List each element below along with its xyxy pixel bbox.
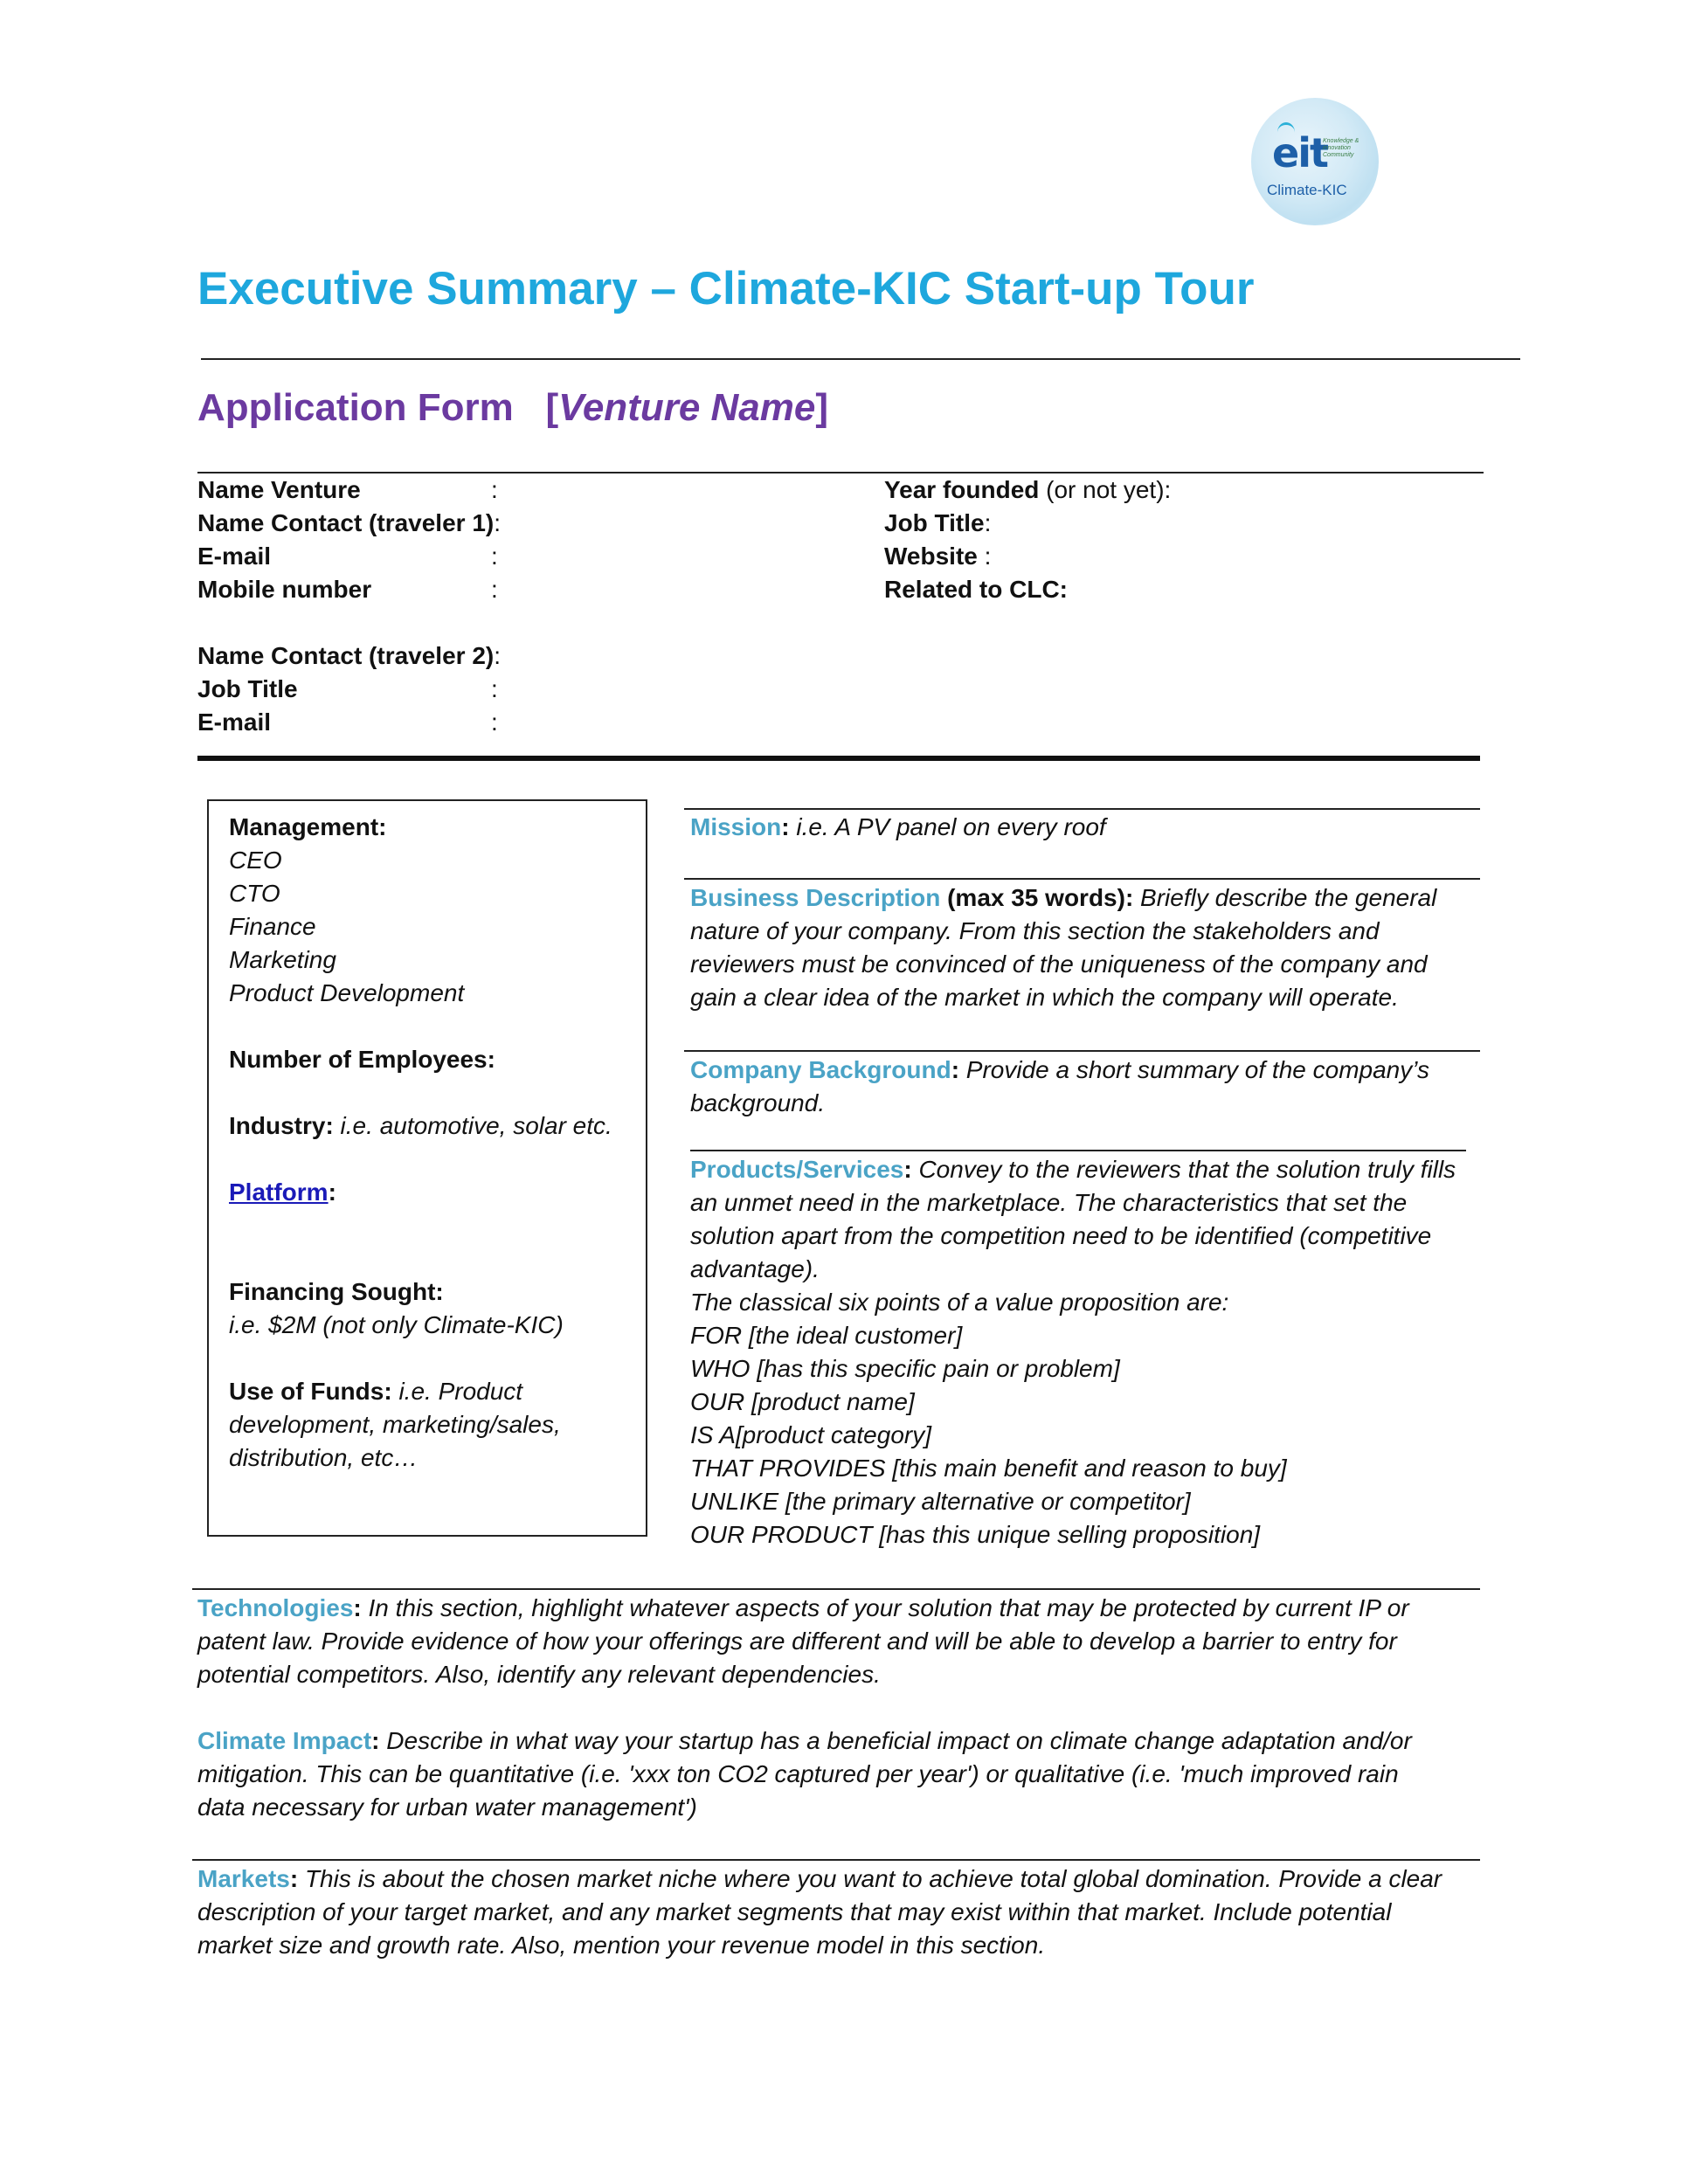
markets-section: Markets: This is about the chosen market niche where you want to achieve total global domination. Provide a clear description of your target market, and any market segments that may exist within that market. Include potential market size and growth rate. Also, mention your revenue model in this section. [197,1865,1442,1959]
fields-top-divider [197,472,1484,473]
company-background-section: Company Background: Provide a short summary of the company’s background. [690,1056,1429,1116]
role-finance: Finance [229,913,316,940]
field-name-contact-1: Name Contact (traveler 1): [197,509,502,536]
field-colon: : [491,543,498,570]
field-colon: : [491,675,498,702]
mission-divider [684,808,1480,810]
financing-label: Financing Sought: [229,1278,444,1305]
mission-section: Mission: i.e. A PV panel on every roof [690,813,1106,840]
field-colon: : [491,708,498,736]
field-website: Website : [884,543,992,570]
field-name-venture: Name Venture [197,476,361,503]
field-year-founded: Year founded (or not yet): [884,476,1172,503]
bracket-open: [ [545,386,559,429]
role-marketing: Marketing [229,946,336,973]
background-divider [684,1050,1480,1052]
bracket-close: ] [815,386,829,429]
form-subtitle [197,386,828,430]
field-email-2: E-mail [197,708,272,736]
employees-label: Number of Employees: [229,1046,495,1073]
platform-field: Platform: [229,1178,336,1206]
role-cto: CTO [229,880,280,907]
field-colon: : [491,476,498,503]
field-colon: : [491,576,498,603]
field-name-contact-2: Name Contact (traveler 2): [197,642,502,669]
technologies-section: Technologies: In this section, highlight whatever aspects of your solution that may be protected by current IP or patent law. Provide evidence of how your offerings are different and will be able to develop a barrier to entry for potential competitors. Also, identify any relevant dependencies. [197,1594,1409,1688]
use-of-funds-line-2: development, marketing/sales, [229,1411,561,1438]
field-mobile: Mobile number [197,576,372,603]
subtitle-text: Application Form [197,386,514,429]
logo-brand: Climate-KIC [1267,182,1347,198]
role-ceo: CEO [229,847,282,874]
management-label: Management: [229,813,387,840]
business-description-section: Business Description (max 35 words): Briefly describe the general nature of your company. From this section the stakeholders and reviewers must be convinced of the uniqueness of the company and gain a clear idea of the market in which the company will operate. [690,884,1437,1011]
logo-tagline: Knowledge & innovation Community [1323,138,1359,158]
climate-kic-logo [1251,98,1379,225]
venture-name-placeholder: Venture Name [558,386,816,429]
products-services-section: Products/Services: Convey to the reviewers that the solution truly fills an unmet need in the marketplace. The characteristics that set the solution apart from the competition need to be identified (competitive advantage). The classical six points of a value proposition are: FOR [the ideal customer] WHO [has this specific pain or problem] OUR [product name] IS A[product category] THAT PROVIDES [this main benefit and reason to buy] UNLIKE [the primary alternative or competitor] OUR PRODUCT [has this unique selling proposition] [690,1156,1456,1548]
products-divider [690,1150,1466,1151]
logo-eit-text: eit [1272,129,1327,176]
technologies-divider [192,1588,1480,1590]
financing-text: i.e. $2M (not only Climate-KIC) [229,1311,564,1338]
field-job-title-1: Job Title: [884,509,992,536]
use-of-funds: Use of Funds: i.e. Product [229,1378,523,1405]
page-title: Executive Summary – Climate-KIC Start-up Tour [197,263,1255,314]
platform-link[interactable]: Platform [229,1178,329,1206]
field-related-clc: Related to CLC: [884,576,1068,603]
role-product-development: Product Development [229,979,465,1006]
industry-field: Industry: i.e. automotive, solar etc. [229,1112,612,1139]
field-email-1: E-mail [197,543,272,570]
use-of-funds-line-3: distribution, etc… [229,1444,419,1471]
markets-divider [192,1859,1480,1861]
field-job-title-2: Job Title [197,675,298,702]
climate-impact-section: Climate Impact: Describe in what way your startup has a beneficial impact on climate change adaptation and/or mitigation. This can be quantitative (i.e. 'xxx ton CO2 captured per year') or qualitative (i.e. 'much improved rain data necessary for urban water management') [197,1727,1412,1821]
fields-bottom-divider [197,756,1480,761]
business-divider [684,878,1480,880]
title-divider [201,358,1520,360]
